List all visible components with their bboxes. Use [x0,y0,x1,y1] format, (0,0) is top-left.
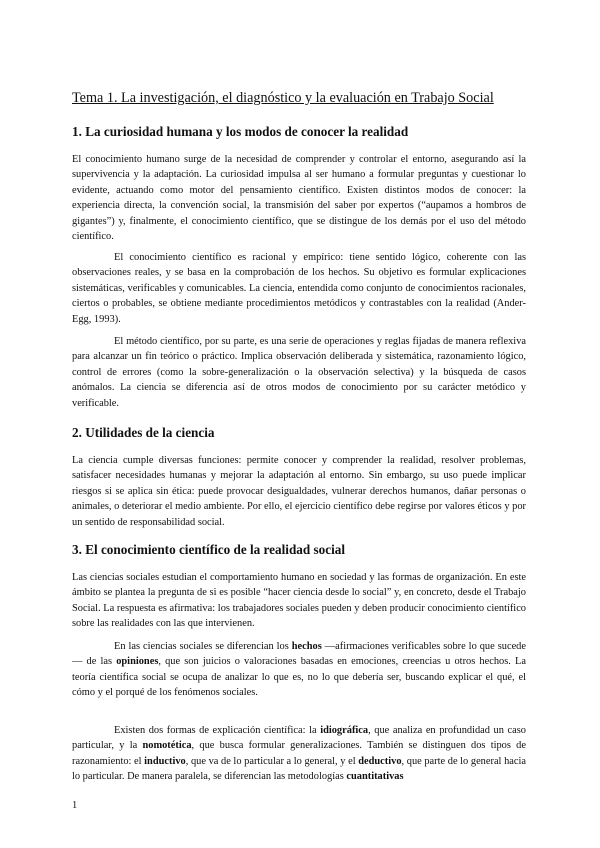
term-deductivo: deductivo [358,755,402,767]
term-nomotetica: nomotética [142,740,192,752]
paragraph: En las ciencias sociales se diferencian los hechos —afirmaciones verificables sobre lo que sucede— de las opiniones, que son juicios o valoraciones basadas en emociones, creencias u otros hechos. La teoría científica social se ocupa de analizar lo que es, no lo que debería ser, buscando explicar el qué, el cómo y el porqué de los fenómenos sociales. [72,641,526,699]
paragraph: Existen dos formas de explicación científica: la idiográfica, que analiza en profundidad un caso particular, y la nomotética, que busca formular generalizaciones. También se distinguen dos tipos de razonamiento: el inductivo, que va de lo particular a lo general, y el deductivo, que parte de lo general hacia lo particular. De manera paralela, se diferencian las metodologías cuantitativas [72,725,526,783]
paragraph: Las ciencias sociales estudian el comportamiento humano en sociedad y las formas de organización. En este ámbito se plantea la pregunta de si es posible “hacer ciencia desde lo social” y, en concreto, desde el Trabajo Social. La respuesta es afirmativa: los trabajadores sociales pueden y deben producir conocimiento científico sobre las realidades con las que intervienen. [72,572,526,630]
section-heading-2: 2. Utilidades de la ciencia [72,425,215,440]
term-idiografica: idiográfica [320,725,369,736]
paragraph: El conocimiento humano surge de la necesidad de comprender y controlar el entorno, asegurando así la supervivencia y la adaptación. La curiosidad impulsa al ser humano a formular preguntas y cuestionar lo evidente, actuando como motor del pensamiento científico. Existen distintos modos de conocer: la experiencia directa, la convención social, la transmisión del saber por expertos (“aupamos a hombros de gigantes”) y, finalmente, el conocimiento científico, que se distingue de los demás por el uso del método científico. [72,154,526,243]
term-cuantitativas: cuantitativas [346,771,404,783]
term-opiniones: opiniones [116,656,159,668]
term-inductivo: inductivo [144,755,186,767]
paragraph: El método científico, por su parte, es una serie de operaciones y reglas fijadas de manera reflexiva para alcanzar un fin teórico o práctico. Implica observación deliberada y sistemática, razonamiento lógico, control de errores (como la sobre-generalización o la observación selectiva) y la búsqueda de casos anómalos. La ciencia se diferencia así de otros modos de conocimiento por su carácter metódico y verificable. [72,336,526,409]
section-heading-1: 1. La curiosidad humana y los modos de conocer la realidad [72,124,409,139]
paragraph: La ciencia cumple diversas funciones: permite conocer y comprender la realidad, resolver problemas, satisfacer necesidades humanas y mejorar la adaptación al entorno. Sin embargo, su uso puede implicar riesgos si se aplica sin ética: puede provocar desigualdades, vulnerar derechos humanos, dañar personas o animales, o deteriorar el medio ambiente. Por ello, el ejercicio científico debe regirse por valores éticos y por un sentido de responsabilidad social. [72,455,526,528]
paragraph: El conocimiento científico es racional y empírico: tiene sentido lógico, coherente con las observaciones reales, y se basa en la comprobación de los hechos. Su objetivo es formular explicaciones sistemáticas, verificables y comunicables. La ciencia, entendida como conjunto de conocimientos racionales, ciertos o probables, se obtiene mediante procedimientos metódicos y contrastables con la realidad (Ander-Egg, 1993). [72,252,526,325]
term-hechos: hechos [291,641,322,652]
document-title: Tema 1. La investigación, el diagnóstico y la evaluación en Trabajo Social [72,90,494,106]
section-heading-3: 3. El conocimiento científico de la realidad social [72,542,346,557]
page-number: 1 [72,800,78,811]
